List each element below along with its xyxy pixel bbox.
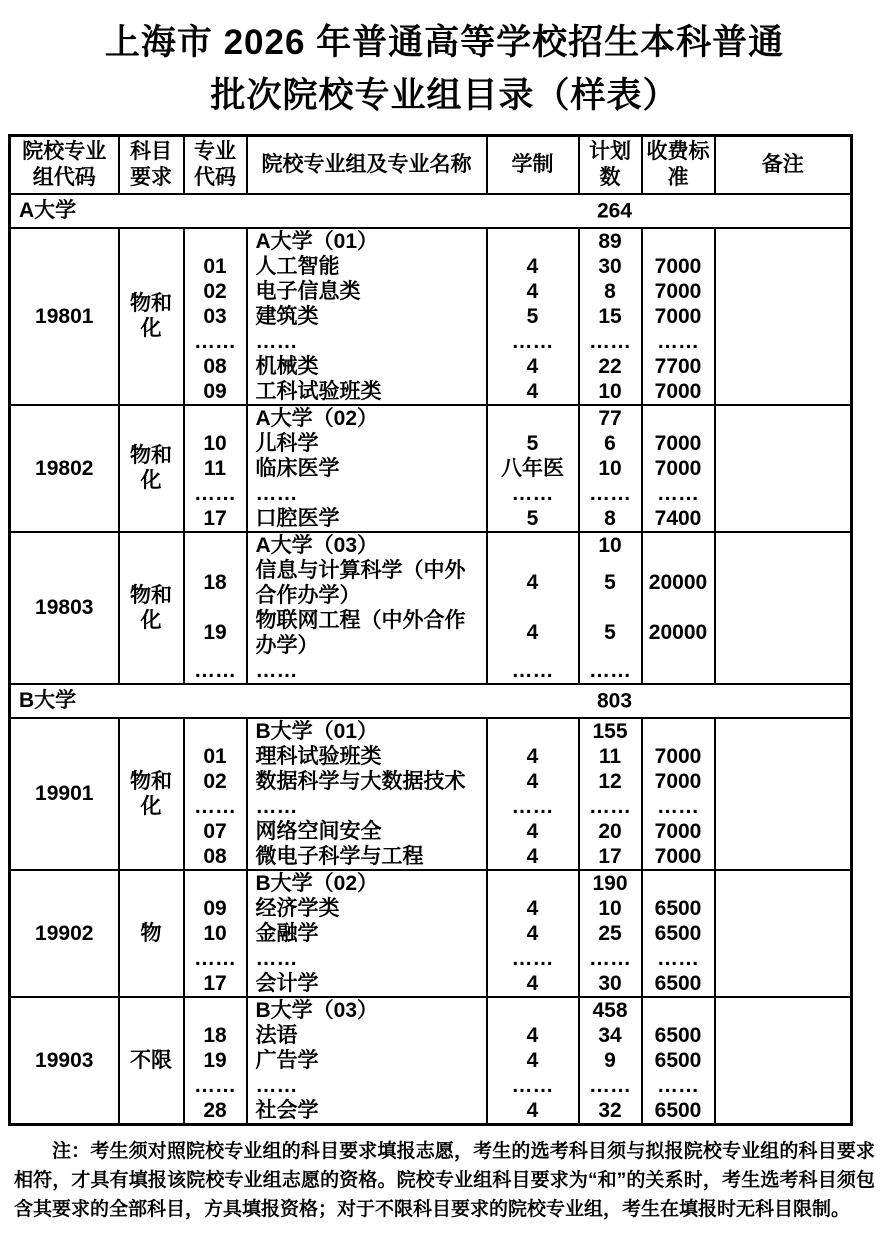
major-code-cell: 10 (184, 921, 247, 946)
page (0, 16, 889, 1235)
fee-standard-cell: …… (642, 946, 715, 971)
major-name-cell: …… (247, 946, 487, 971)
major-code-cell: 19 (184, 608, 247, 658)
catalog-table-body (10, 194, 852, 1125)
major-name-cell: A大学（01） (247, 228, 487, 254)
major-code-cell: 01 (184, 744, 247, 769)
major-name-cell: 网络空间安全 (247, 819, 487, 844)
table-header-row (10, 136, 852, 194)
fee-standard-cell (642, 532, 715, 558)
group-code-cell: 19903 (10, 997, 119, 1125)
table-row (10, 532, 852, 558)
major-code-cell: …… (184, 658, 247, 684)
major-name-cell: 工科试验班类 (247, 379, 487, 405)
plan-count-cell: 17 (579, 844, 642, 870)
fee-standard-cell: 6500 (642, 971, 715, 997)
years-cell: 4 (487, 608, 579, 658)
major-code-cell (184, 405, 247, 431)
major-code-cell: 18 (184, 558, 247, 608)
fee-standard-cell: 20000 (642, 558, 715, 608)
years-cell: 4 (487, 558, 579, 608)
major-code-cell: 02 (184, 279, 247, 304)
plan-count-cell: 77 (579, 405, 642, 431)
plan-count-cell: 10 (579, 532, 642, 558)
plan-count-cell: 34 (579, 1023, 642, 1048)
major-code-cell: 08 (184, 354, 247, 379)
plan-count-cell: 6 (579, 431, 642, 456)
fee-standard-cell: 6500 (642, 1098, 715, 1125)
major-name-cell: 信息与计算科学（中外合作办学） (247, 558, 487, 608)
plan-count-cell: 5 (579, 608, 642, 658)
major-name-cell: …… (247, 481, 487, 506)
header-fee-standard: 收费标准 (642, 136, 715, 194)
major-code-cell: …… (184, 946, 247, 971)
university-row (10, 194, 852, 228)
fee-standard-cell: 7000 (642, 304, 715, 329)
page-title-line2: 批次院校专业组目录（样表） (210, 76, 679, 115)
years-cell: 4 (487, 1048, 579, 1073)
major-code-cell: 08 (184, 844, 247, 870)
years-cell (487, 228, 579, 254)
major-name-cell: …… (247, 329, 487, 354)
plan-count-cell: 9 (579, 1048, 642, 1073)
major-code-cell (184, 997, 247, 1023)
plan-count-cell: 5 (579, 558, 642, 608)
university-name: B大学 (19, 689, 77, 712)
fee-standard-cell: 7000 (642, 744, 715, 769)
major-name-cell: 电子信息类 (247, 279, 487, 304)
major-name-cell: 社会学 (247, 1098, 487, 1125)
header-subject-requirement: 科目要求 (119, 136, 184, 194)
major-name-cell: B大学（03） (247, 997, 487, 1023)
fee-standard-cell: …… (642, 329, 715, 354)
fee-standard-cell: 7000 (642, 254, 715, 279)
plan-count-cell: 22 (579, 354, 642, 379)
table-row (10, 870, 852, 896)
years-cell: 5 (487, 506, 579, 532)
plan-count-cell: 32 (579, 1098, 642, 1125)
fee-standard-cell: 7000 (642, 456, 715, 481)
years-cell: 4 (487, 254, 579, 279)
subject-requirement-cell: 物和化 (119, 405, 184, 532)
major-code-cell: …… (184, 794, 247, 819)
major-code-cell: 11 (184, 456, 247, 481)
table-row (10, 228, 852, 254)
major-code-cell: 28 (184, 1098, 247, 1125)
subject-requirement-cell: 物和化 (119, 532, 184, 684)
years-cell (487, 405, 579, 431)
major-name-cell: 建筑类 (247, 304, 487, 329)
header-major-code: 专业代码 (184, 136, 247, 194)
major-name-cell: 口腔医学 (247, 506, 487, 532)
years-cell: 4 (487, 354, 579, 379)
years-cell (487, 870, 579, 896)
major-code-cell: 07 (184, 819, 247, 844)
page-title (6, 16, 883, 122)
years-cell: …… (487, 946, 579, 971)
major-code-cell: 17 (184, 971, 247, 997)
fee-standard-cell (642, 997, 715, 1023)
subject-requirement-cell: 物和化 (119, 718, 184, 870)
plan-count-cell: 30 (579, 971, 642, 997)
plan-count-cell: …… (579, 946, 642, 971)
major-name-cell: 儿科学 (247, 431, 487, 456)
major-name-cell: 经济学类 (247, 896, 487, 921)
major-name-cell: 机械类 (247, 354, 487, 379)
years-cell: 4 (487, 379, 579, 405)
years-cell: 4 (487, 844, 579, 870)
plan-count-cell: 25 (579, 921, 642, 946)
fee-standard-cell (642, 870, 715, 896)
plan-count-cell: 10 (579, 456, 642, 481)
table-row (10, 405, 852, 431)
years-cell: 4 (487, 896, 579, 921)
plan-count-cell: 10 (579, 379, 642, 405)
fee-standard-cell (642, 718, 715, 744)
group-code-cell: 19902 (10, 870, 119, 997)
fee-standard-cell (642, 228, 715, 254)
header-plan-count: 计划数 (579, 136, 642, 194)
years-cell: 4 (487, 769, 579, 794)
major-name-cell: 物联网工程（中外合作办学） (247, 608, 487, 658)
table-row (10, 997, 852, 1023)
major-code-cell: 02 (184, 769, 247, 794)
remark-cell (715, 405, 852, 532)
remark-cell (715, 870, 852, 997)
group-code-cell: 19802 (10, 405, 119, 532)
major-code-cell: 03 (184, 304, 247, 329)
university-row (10, 684, 852, 718)
major-name-cell: 数据科学与大数据技术 (247, 769, 487, 794)
header-group-and-major-name: 院校专业组及专业名称 (247, 136, 487, 194)
header-group-code: 院校专业组代码 (10, 136, 119, 194)
plan-count-cell: 20 (579, 819, 642, 844)
years-cell: …… (487, 794, 579, 819)
major-code-cell: 09 (184, 379, 247, 405)
major-name-cell: 微电子科学与工程 (247, 844, 487, 870)
major-name-cell: A大学（02） (247, 405, 487, 431)
major-code-cell: 01 (184, 254, 247, 279)
header-years: 学制 (487, 136, 579, 194)
fee-standard-cell: 7000 (642, 431, 715, 456)
plan-count-cell: 8 (579, 279, 642, 304)
fee-standard-cell: 7400 (642, 506, 715, 532)
years-cell: 5 (487, 304, 579, 329)
header-remark: 备注 (715, 136, 852, 194)
subject-requirement-cell: 不限 (119, 997, 184, 1125)
fee-standard-cell: 20000 (642, 608, 715, 658)
major-name-cell: 会计学 (247, 971, 487, 997)
fee-standard-cell: …… (642, 481, 715, 506)
university-total-plan: 803 (596, 689, 633, 712)
fee-standard-cell: 6500 (642, 896, 715, 921)
plan-count-cell: …… (579, 1073, 642, 1098)
remark-cell (715, 532, 852, 684)
major-code-cell (184, 870, 247, 896)
years-cell: 4 (487, 279, 579, 304)
group-code-cell: 19803 (10, 532, 119, 684)
plan-count-cell: 12 (579, 769, 642, 794)
major-code-cell: …… (184, 329, 247, 354)
fee-standard-cell: 7000 (642, 819, 715, 844)
fee-standard-cell: 7000 (642, 279, 715, 304)
major-name-cell: B大学（02） (247, 870, 487, 896)
years-cell (487, 997, 579, 1023)
table-row (10, 718, 852, 744)
plan-count-cell: 8 (579, 506, 642, 532)
major-name-cell: 理科试验班类 (247, 744, 487, 769)
major-code-cell: …… (184, 481, 247, 506)
plan-count-cell: 15 (579, 304, 642, 329)
plan-count-cell: 190 (579, 870, 642, 896)
years-cell: 4 (487, 971, 579, 997)
years-cell: 4 (487, 744, 579, 769)
major-code-cell: …… (184, 1073, 247, 1098)
university-total-plan: 264 (596, 199, 633, 222)
years-cell (487, 532, 579, 558)
major-name-cell: 临床医学 (247, 456, 487, 481)
years-cell: …… (487, 329, 579, 354)
major-code-cell (184, 228, 247, 254)
major-name-cell: A大学（03） (247, 532, 487, 558)
major-code-cell: 18 (184, 1023, 247, 1048)
fee-standard-cell: 6500 (642, 921, 715, 946)
fee-standard-cell: …… (642, 794, 715, 819)
major-name-cell: 金融学 (247, 921, 487, 946)
plan-count-cell: 30 (579, 254, 642, 279)
subject-requirement-cell: 物 (119, 870, 184, 997)
plan-count-cell: …… (579, 481, 642, 506)
group-code-cell: 19801 (10, 228, 119, 405)
major-name-cell: 法语 (247, 1023, 487, 1048)
years-cell: 4 (487, 1098, 579, 1125)
years-cell: 八年医 (487, 456, 579, 481)
plan-count-cell: 458 (579, 997, 642, 1023)
fee-standard-cell (642, 405, 715, 431)
plan-count-cell: …… (579, 329, 642, 354)
plan-count-cell: 89 (579, 228, 642, 254)
major-name-cell: …… (247, 658, 487, 684)
years-cell: …… (487, 481, 579, 506)
plan-count-cell: …… (579, 658, 642, 684)
remark-cell (715, 997, 852, 1125)
plan-count-cell: 155 (579, 718, 642, 744)
fee-standard-cell: 6500 (642, 1023, 715, 1048)
fee-standard-cell: 7000 (642, 844, 715, 870)
years-cell (487, 718, 579, 744)
university-cell (10, 194, 852, 228)
years-cell: 4 (487, 1023, 579, 1048)
fee-standard-cell: 7000 (642, 379, 715, 405)
footnote: 注：考生须对照院校专业组的科目要求填报志愿，考生的选考科目须与拟报院校专业组的科目要求相符，才具有填报该院校专业组志愿的资格。院校专业组科目要求为“和”的关系时，考生选考科目须包含其要求的全部科目，方具填报资格；对于不限科目要求的院校专业组，考生在填报时无科目限制。 (14, 1140, 875, 1220)
years-cell: 4 (487, 819, 579, 844)
years-cell: …… (487, 658, 579, 684)
major-code-cell (184, 532, 247, 558)
page-title-line1: 上海市 2026 年普通高等学校招生本科普通 (104, 23, 785, 62)
university-name: A大学 (19, 199, 77, 222)
major-code-cell: 10 (184, 431, 247, 456)
major-name-cell: …… (247, 794, 487, 819)
major-code-cell: 17 (184, 506, 247, 532)
fee-standard-cell (642, 658, 715, 684)
catalog-table (8, 134, 853, 1126)
group-code-cell: 19901 (10, 718, 119, 870)
plan-count-cell: 11 (579, 744, 642, 769)
university-cell (10, 684, 852, 718)
major-name-cell: 广告学 (247, 1048, 487, 1073)
years-cell: 5 (487, 431, 579, 456)
fee-standard-cell: 6500 (642, 1048, 715, 1073)
plan-count-cell: 10 (579, 896, 642, 921)
major-name-cell: 人工智能 (247, 254, 487, 279)
fee-standard-cell: 7700 (642, 354, 715, 379)
major-name-cell: B大学（01） (247, 718, 487, 744)
major-code-cell: 09 (184, 896, 247, 921)
remark-cell (715, 718, 852, 870)
years-cell: 4 (487, 921, 579, 946)
major-name-cell: …… (247, 1073, 487, 1098)
fee-standard-cell: 7000 (642, 769, 715, 794)
plan-count-cell: …… (579, 794, 642, 819)
years-cell: …… (487, 1073, 579, 1098)
subject-requirement-cell: 物和化 (119, 228, 184, 405)
major-code-cell (184, 718, 247, 744)
major-code-cell: 19 (184, 1048, 247, 1073)
fee-standard-cell: …… (642, 1073, 715, 1098)
remark-cell (715, 228, 852, 405)
